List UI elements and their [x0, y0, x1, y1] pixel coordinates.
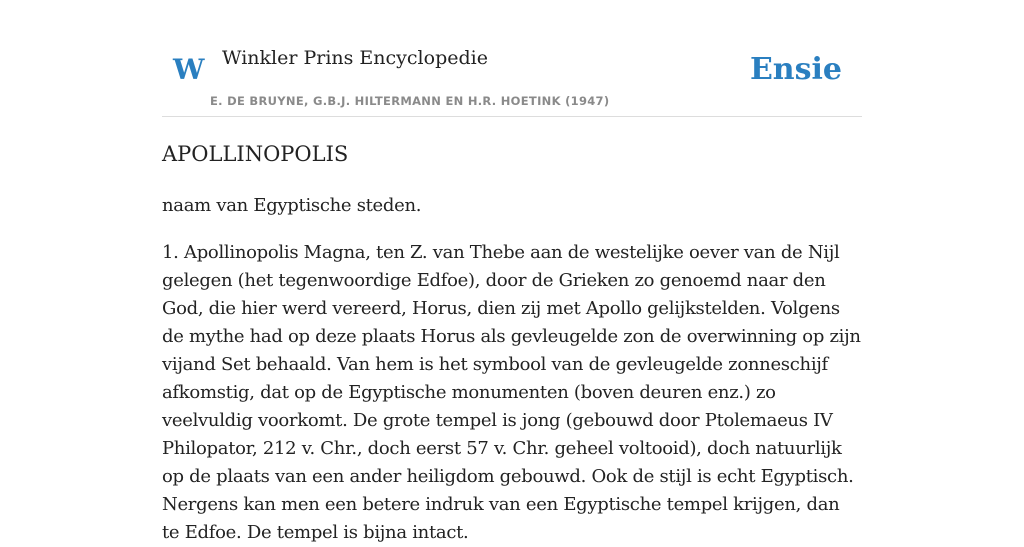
site-title[interactable]: Winkler Prins Encyclopedie: [222, 47, 488, 69]
brand-logo[interactable]: Ensie: [749, 52, 842, 87]
site-header: [162, 0, 862, 117]
article-paragraph: 1. Apollinopolis Magna, ten Z. van Thebe aan de westelijke oever van de Nijl gelegen (het tegenwoordige Edfoe), door de Grieken zo genoemd naar den God, die hier werd vereerd, Horus, dien zij met Apollo gelijkstelden. Volgens de mythe had op deze plaats Horus als gevleugelde zon de overwinning op zijn vijand Set behaald. Van hem is het symbool van de gevleugelde zonneschijf afkomstig, dat op de Egyptische monumenten (boven deuren enz.) zo veelvuldig voorkomt. De grote tempel is jong (gebouwd door Ptolemaeus IV Philopator, 212 v. Chr., doch eerst 57 v. Chr. geheel voltooid), doch natuurlijk op de plaats van een ander heiligdom gebouwd. Ook de stijl is echt Egyptisch. Nergens kan men een betere indruk van een Egyptische tempel krijgen, dan te Edfoe. De tempel is bijna intact.: [162, 242, 861, 543]
authors-line: E. DE BRUYNE, G.B.J. HILTERMANN EN H.R. HOETINK (1947): [210, 94, 610, 108]
site-logo-icon[interactable]: W: [173, 53, 205, 86]
article-paragraph: naam van Egyptische steden.: [162, 195, 422, 216]
entry-title: APOLLINOPOLIS: [162, 142, 349, 166]
article: [162, 138, 862, 547]
